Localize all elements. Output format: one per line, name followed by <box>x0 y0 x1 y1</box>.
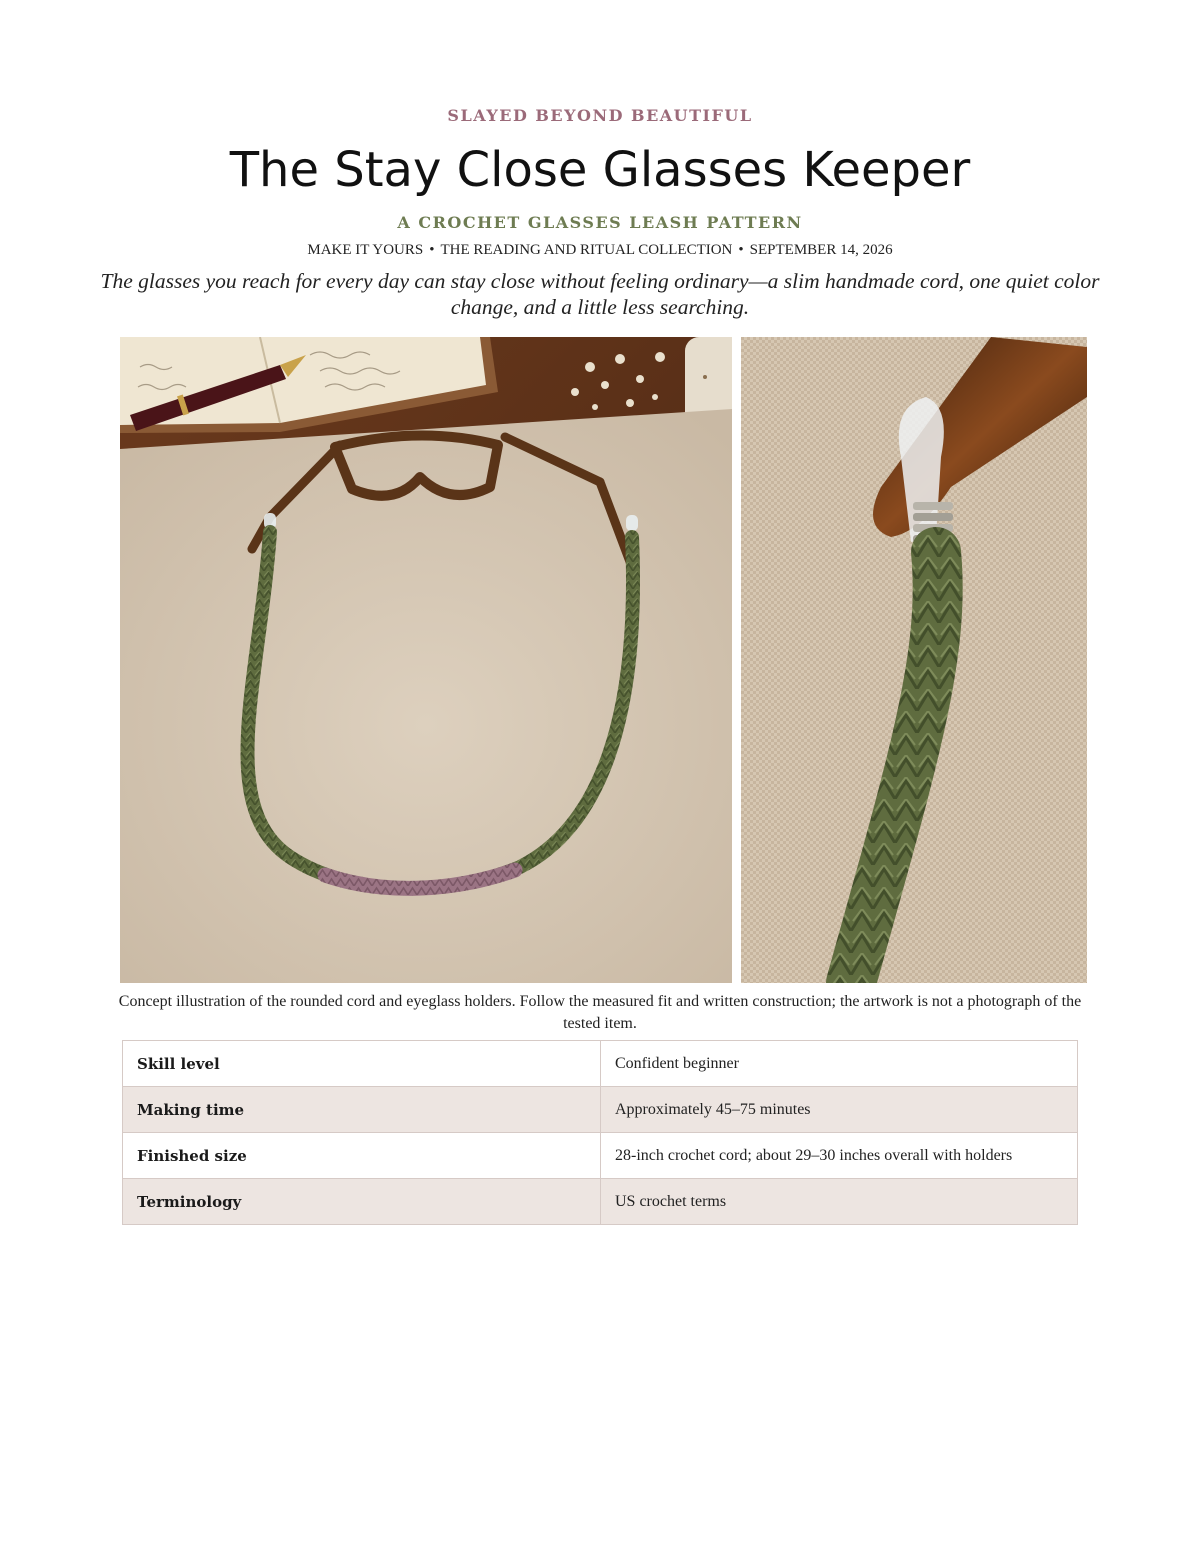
meta-collection: THE READING AND RITUAL COLLECTION <box>440 242 733 258</box>
spec-label: Making time <box>123 1087 601 1133</box>
page-title: The Stay Close Glasses Keeper <box>229 142 971 198</box>
brand-name: SLAYED BEYOND BEAUTIFUL <box>447 106 753 125</box>
spec-value: US crochet terms <box>601 1179 1078 1225</box>
meta-separator: • <box>738 242 744 258</box>
table-row <box>123 1133 1078 1179</box>
meta-date: SEPTEMBER 14, 2026 <box>749 242 893 258</box>
spec-value: 28-inch crochet cord; about 29–30 inches overall with holders <box>601 1133 1078 1179</box>
lede-text: The glasses you reach for every day can stay close without feeling ordinary—a slim handmade cord, one quiet color change, and a little less searching. <box>100 269 1100 319</box>
image-caption: Concept illustration of the rounded cord and eyeglass holders. Follow the measured fit and written construction; the artwork is not a photograph of the tested item. <box>118 993 1082 1032</box>
pattern-specs-table <box>122 1040 1078 1225</box>
meta-line <box>0 242 1200 259</box>
spec-value: Confident beginner <box>601 1041 1078 1087</box>
table-row <box>123 1179 1078 1225</box>
meta-separator: • <box>429 242 435 258</box>
page-subtitle: A CROCHET GLASSES LEASH PATTERN <box>397 213 803 232</box>
glasses-leash-illustration <box>120 337 732 983</box>
spec-label: Finished size <box>123 1133 601 1179</box>
meta-category: MAKE IT YOURS <box>307 242 424 258</box>
linen-cloth <box>120 409 732 983</box>
spec-value: Approximately 45–75 minutes <box>601 1087 1078 1133</box>
table-row <box>123 1087 1078 1133</box>
table-row <box>123 1041 1078 1087</box>
spec-label: Terminology <box>123 1179 601 1225</box>
cord-holder-closeup <box>741 337 1087 983</box>
spec-label: Skill level <box>123 1041 601 1087</box>
